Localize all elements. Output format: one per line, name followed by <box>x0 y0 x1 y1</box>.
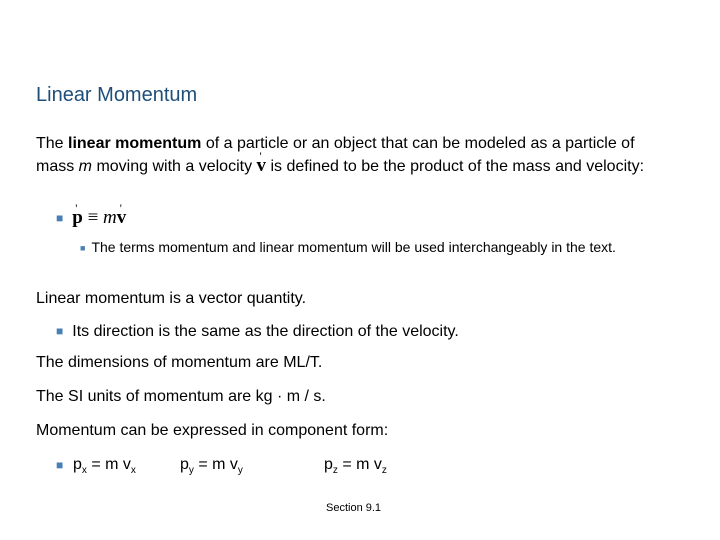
component-x-mid: = m v <box>86 456 131 473</box>
component-y-mid: = m v <box>193 456 238 473</box>
bullet-icon: ■ <box>80 243 86 253</box>
equation-velocity: ' v <box>117 207 127 228</box>
component-y <box>180 454 243 482</box>
direction-bullet <box>56 320 459 343</box>
equation-equiv: ≡ <box>82 207 104 228</box>
bullet-icon: ■ <box>56 324 64 338</box>
component-y-sub: y <box>188 465 194 477</box>
intro-text-4: is defined to be the product of the mass and velocity: <box>266 158 645 175</box>
intro-velocity-vector: ' v <box>257 155 267 176</box>
intro-text-3: moving with a velocity <box>92 158 257 175</box>
component-z-p: p <box>324 456 333 473</box>
slide-title: Linear Momentum <box>36 84 198 106</box>
direction-text: Its direction is the same as the direction of the velocity. <box>72 323 459 340</box>
components-bullet <box>56 454 72 477</box>
intro-text-1: The <box>36 135 69 152</box>
units-line: The SI units of momentum are kg · m / s. <box>36 388 326 405</box>
equation-mass: m <box>103 207 117 228</box>
intro-bold-term: linear momentum <box>68 135 202 152</box>
component-z-mid: = m v <box>337 456 382 473</box>
component-z-sub: z <box>332 465 338 477</box>
component-z-vsub: z <box>381 465 387 477</box>
component-y-vsub: y <box>237 465 243 477</box>
component-x <box>73 454 136 482</box>
section-footer: Section 9.1 <box>326 502 382 514</box>
bullet-icon: ■ <box>56 211 64 225</box>
equation-bullet <box>56 207 126 230</box>
component-line: Momentum can be expressed in component form: <box>36 422 389 439</box>
component-x-vsub: x <box>130 465 136 477</box>
component-x-p: p <box>73 456 82 473</box>
bullet-icon: ■ <box>56 458 64 472</box>
note-bullet <box>80 238 680 258</box>
note-text: The terms momentum and linear momentum will be used interchangeably in the text. <box>91 239 616 255</box>
equation-momentum: ' p <box>72 207 83 228</box>
dimensions-line: The dimensions of momentum are ML/T. <box>36 354 323 371</box>
vector-line: Linear momentum is a vector quantity. <box>36 290 307 307</box>
component-y-p: p <box>180 456 189 473</box>
intro-text-2: of a particle or an object that can be modeled as a particle of mass <box>36 135 635 175</box>
component-z <box>324 454 387 482</box>
intro-paragraph <box>36 133 676 178</box>
intro-mass-symbol: m <box>78 158 92 175</box>
component-x-sub: x <box>81 465 87 477</box>
